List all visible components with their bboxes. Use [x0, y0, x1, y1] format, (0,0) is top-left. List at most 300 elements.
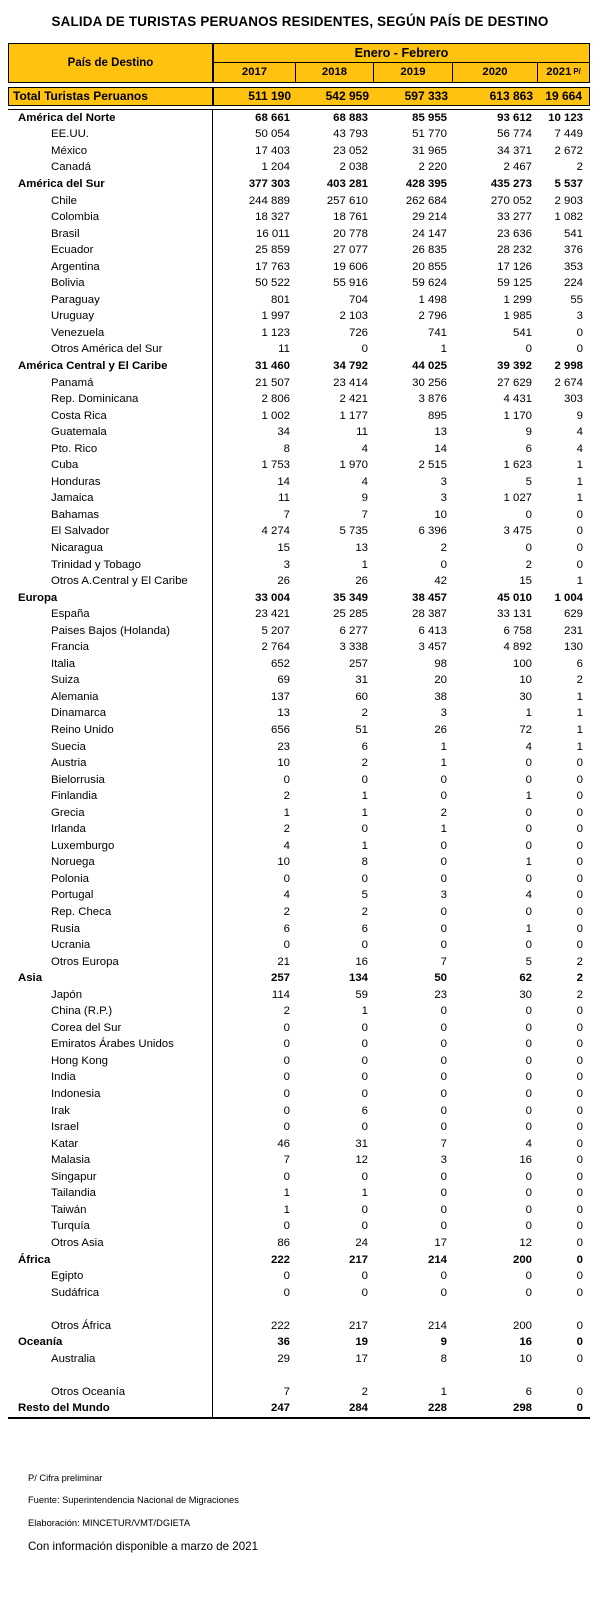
- table-row: [8, 258, 590, 275]
- value-cell: 0: [361, 1270, 368, 1283]
- value-cell: 59: [355, 988, 368, 1001]
- value-cell: 1: [576, 740, 583, 753]
- table-row: [8, 986, 590, 1003]
- value-cell: 1: [576, 707, 583, 720]
- value-cell: 0: [525, 806, 532, 819]
- country-cell: Paraguay: [8, 292, 213, 309]
- value-cell: 0: [576, 1054, 583, 1067]
- value-cell: 0: [525, 1220, 532, 1233]
- value-cell: 0: [361, 773, 368, 786]
- country-cell: Emiratos Árabes Unidos: [8, 1036, 213, 1053]
- value-cell: 1 970: [339, 459, 368, 472]
- value-cell: 0: [361, 1088, 368, 1101]
- country-cell: América del Norte: [8, 110, 213, 127]
- value-cell: 0: [283, 1170, 290, 1183]
- value-cell: 25 859: [255, 244, 290, 257]
- value-cell: 0: [440, 790, 447, 803]
- value-cell: 0: [440, 558, 447, 571]
- value-cell: 376: [563, 244, 583, 257]
- value-cell: 1: [576, 459, 583, 472]
- value-cell: 17: [355, 1352, 368, 1365]
- value-cell: 55 916: [333, 277, 368, 290]
- year-cell-2020: 2020: [453, 63, 538, 83]
- value-cell: 7: [440, 955, 447, 968]
- value-cell: 0: [440, 1203, 447, 1216]
- value-cell: 6: [525, 442, 532, 455]
- value-cell: 0: [576, 1137, 583, 1150]
- country-cell: Europa: [8, 589, 213, 606]
- value-cell: 1: [525, 707, 532, 720]
- table-row: [8, 1069, 590, 1086]
- value-cell: 353: [563, 260, 583, 273]
- value-cell: 12: [355, 1154, 368, 1167]
- value-cell: 298: [512, 1402, 532, 1415]
- value-cell: 0: [525, 343, 532, 356]
- table-row: [8, 143, 590, 160]
- table-row: [8, 804, 590, 821]
- value-cell: 0: [576, 525, 583, 538]
- value-cell: 30 256: [412, 376, 447, 389]
- value-cell: 1: [525, 790, 532, 803]
- value-cell: 652: [270, 657, 290, 670]
- value-cell: 39 392: [497, 359, 532, 372]
- country-cell: [8, 1301, 213, 1318]
- country-cell: Otros Europa: [8, 953, 213, 970]
- country-cell: China (R.P.): [8, 1003, 213, 1020]
- value-cell: 6 758: [503, 624, 532, 637]
- value-cell: 11: [356, 426, 368, 439]
- value-cell: 33 131: [497, 608, 532, 621]
- table-row: [8, 308, 590, 325]
- value-cell: 27 629: [497, 376, 532, 389]
- country-cell: Otros A.Central y El Caribe: [8, 573, 213, 590]
- value-cell: 34: [277, 426, 290, 439]
- year-label: 2021: [546, 66, 572, 79]
- value-cell: 2 515: [418, 459, 447, 472]
- value-cell: 0: [525, 773, 532, 786]
- value-cell: 17: [434, 1236, 447, 1249]
- value-cell: 2: [283, 1005, 290, 1018]
- country-cell: Turquía: [8, 1218, 213, 1235]
- table-row: [8, 788, 590, 805]
- value-cell: 2 103: [339, 310, 368, 323]
- value-cell: 11: [278, 343, 290, 356]
- value-cell: 801: [270, 293, 290, 306]
- value-cell: 0: [525, 1203, 532, 1216]
- value-cell: 7: [283, 1154, 290, 1167]
- country-cell: Honduras: [8, 474, 213, 491]
- value-cell: 0: [440, 1021, 447, 1034]
- value-cell: 1: [361, 1005, 368, 1018]
- value-cell: 38: [434, 690, 447, 703]
- value-cell: 0: [361, 939, 368, 952]
- value-cell: 86: [277, 1236, 290, 1249]
- table-row: [8, 871, 590, 888]
- value-cell: 224: [563, 277, 583, 290]
- value-cell: 1: [440, 1385, 447, 1398]
- value-cell: 4: [525, 740, 532, 753]
- value-cell: 0: [576, 1104, 583, 1117]
- table-row: [8, 937, 590, 954]
- country-cell: América del Sur: [8, 176, 213, 193]
- country-cell: Francia: [8, 639, 213, 656]
- value-cell: 30: [519, 690, 532, 703]
- value-cell: 44 025: [412, 359, 447, 372]
- value-cell: 56 774: [497, 128, 532, 141]
- value-cell: 5: [525, 955, 532, 968]
- value-cell: 0: [525, 1088, 532, 1101]
- value-cell: 0: [525, 839, 532, 852]
- value-cell: 1: [361, 558, 368, 571]
- value-cell: 0: [283, 939, 290, 952]
- value-cell: 0: [361, 1286, 368, 1299]
- country-cell: Colombia: [8, 209, 213, 226]
- value-cell: 2: [283, 790, 290, 803]
- value-cell: 0: [283, 872, 290, 885]
- table-row: [8, 1102, 590, 1119]
- period-header-cell: Enero - Febrero: [214, 44, 589, 63]
- country-cell: Uruguay: [8, 308, 213, 325]
- value-cell: 2: [361, 707, 368, 720]
- value-cell: 98: [434, 657, 447, 670]
- value-cell: 1: [576, 724, 583, 736]
- value-cell: 62: [519, 972, 532, 985]
- table-row: [8, 705, 590, 722]
- value-cell: 8: [440, 1352, 447, 1365]
- country-cell: Cuba: [8, 457, 213, 474]
- value-cell: 1 082: [554, 211, 583, 224]
- value-cell: 1 027: [503, 492, 532, 505]
- value-cell: 2: [361, 1385, 368, 1398]
- value-cell: 7: [283, 508, 290, 521]
- value-cell: 2 421: [339, 393, 368, 406]
- value-cell: 726: [348, 326, 368, 339]
- value-cell: 303: [563, 393, 583, 406]
- value-cell: 0: [576, 1005, 583, 1018]
- value-cell: 3 338: [339, 641, 368, 654]
- country-cell: Rep. Checa: [8, 904, 213, 921]
- value-cell: 0: [576, 1253, 583, 1266]
- value-cell: 1 985: [503, 310, 532, 323]
- value-cell: 6 413: [418, 624, 447, 637]
- country-cell: Bielorrusia: [8, 771, 213, 788]
- availability-note: Con información disponible a marzo de 2021: [28, 1540, 259, 1554]
- value-cell: 42: [434, 575, 447, 588]
- value-cell: 0: [576, 1121, 583, 1134]
- table-row: [8, 209, 590, 226]
- value-cell: 20 778: [333, 227, 368, 240]
- value-cell: 4 274: [261, 525, 290, 538]
- value-cell: 0: [576, 806, 583, 819]
- table-row: [8, 457, 590, 474]
- value-cell: 704: [348, 293, 368, 306]
- value-cell: 0: [576, 906, 583, 919]
- value-cell: 23 421: [255, 608, 290, 621]
- value-cell: 69: [277, 674, 290, 687]
- value-cell: 3: [440, 475, 447, 488]
- country-cell: Otros América del Sur: [8, 341, 213, 358]
- value-cell: 0: [440, 1005, 447, 1018]
- table-row: [8, 622, 590, 639]
- value-cell: 9: [525, 426, 532, 439]
- value-cell: 7: [361, 508, 368, 521]
- value-cell: 0: [283, 1038, 290, 1051]
- value-cell: 629: [563, 608, 583, 621]
- table-row: [8, 424, 590, 441]
- value-cell: 4: [576, 442, 583, 455]
- value-cell: 1: [361, 1187, 368, 1200]
- destinations-table: [8, 43, 590, 1419]
- table-row: [8, 1036, 590, 1053]
- value-cell: 4: [283, 889, 290, 902]
- value-cell: 217: [348, 1319, 368, 1332]
- value-cell: 2 220: [418, 161, 447, 174]
- table-row: [8, 1135, 590, 1152]
- value-cell: 23 414: [333, 376, 368, 389]
- value-cell: 0: [361, 343, 368, 356]
- value-cell: 222: [270, 1319, 290, 1332]
- table-row: [8, 689, 590, 706]
- value-cell: 6: [283, 922, 290, 935]
- value-cell: 28 387: [412, 608, 447, 621]
- country-cell: Austria: [8, 755, 213, 772]
- spacer-row: [8, 1367, 590, 1384]
- value-cell: 85 955: [412, 111, 447, 124]
- value-cell: 0: [576, 939, 583, 952]
- value-cell: 35 349: [333, 591, 368, 604]
- value-cell: 0: [576, 1385, 583, 1398]
- value-cell: 15: [519, 575, 532, 588]
- value-cell: 1: [283, 1187, 290, 1200]
- value-cell: 0: [576, 922, 583, 935]
- table-row: [8, 159, 590, 176]
- country-cell: [8, 1367, 213, 1384]
- value-cell: 4 431: [503, 393, 532, 406]
- value-cell: 1: [440, 823, 447, 836]
- value-cell: 3 475: [503, 525, 532, 538]
- value-cell: 130: [563, 641, 583, 654]
- value-cell: 270 052: [490, 194, 532, 207]
- table-row: [8, 854, 590, 871]
- value-cell: 0: [361, 1170, 368, 1183]
- value-cell: 0: [361, 1038, 368, 1051]
- value-cell: 68 883: [333, 111, 368, 124]
- value-cell: 1: [283, 806, 290, 819]
- total-value-2019: 597 333: [404, 89, 448, 104]
- value-cell: 4: [361, 442, 368, 455]
- value-cell: 2: [440, 541, 447, 554]
- value-cell: 20 855: [412, 260, 447, 273]
- preliminary-note: P/ Cifra preliminar: [28, 1472, 103, 1483]
- country-cell: Japón: [8, 986, 213, 1003]
- value-cell: 17 126: [497, 260, 532, 273]
- country-cell: Nicaragua: [8, 540, 213, 557]
- table-row: [8, 1251, 590, 1268]
- value-cell: 0: [440, 1038, 447, 1051]
- table-header: [8, 43, 590, 83]
- table-row: [8, 656, 590, 673]
- table-row: [8, 242, 590, 259]
- value-cell: 0: [576, 889, 583, 902]
- country-cell: Venezuela: [8, 325, 213, 342]
- value-cell: 0: [440, 1286, 447, 1299]
- value-cell: 0: [440, 1270, 447, 1283]
- country-cell: Guatemala: [8, 424, 213, 441]
- value-cell: 2: [525, 558, 532, 571]
- year-cell-2018: 2018: [296, 63, 374, 83]
- value-cell: 0: [440, 1170, 447, 1183]
- value-cell: 1 204: [261, 161, 290, 174]
- value-cell: 217: [348, 1253, 368, 1266]
- table-row: [8, 920, 590, 937]
- value-cell: 0: [576, 1187, 583, 1200]
- value-cell: 0: [283, 1270, 290, 1283]
- value-cell: 0: [283, 1104, 290, 1117]
- value-cell: 2 038: [339, 161, 368, 174]
- table-row: [8, 490, 590, 507]
- value-cell: 4: [283, 839, 290, 852]
- value-cell: 0: [576, 1021, 583, 1034]
- value-cell: 2 672: [554, 144, 583, 157]
- value-cell: 10: [277, 757, 290, 770]
- value-cell: 50 522: [255, 277, 290, 290]
- value-cell: 541: [512, 326, 532, 339]
- value-cell: 228: [427, 1402, 447, 1415]
- table-row: [8, 1020, 590, 1037]
- value-cell: 0: [525, 508, 532, 521]
- value-cell: 1 177: [339, 409, 368, 422]
- country-cell: Ecuador: [8, 242, 213, 259]
- country-cell: Singapur: [8, 1169, 213, 1186]
- country-cell: Argentina: [8, 258, 213, 275]
- country-cell: Suiza: [8, 672, 213, 689]
- value-cell: 1 004: [554, 591, 583, 604]
- value-cell: 0: [525, 939, 532, 952]
- table-row: [8, 838, 590, 855]
- country-cell: Israel: [8, 1119, 213, 1136]
- value-cell: 4: [361, 475, 368, 488]
- value-cell: 377 303: [248, 177, 290, 190]
- table-row: [8, 1053, 590, 1070]
- value-cell: 2 998: [554, 359, 583, 372]
- value-cell: 8: [283, 442, 290, 455]
- value-cell: 2: [576, 988, 583, 1001]
- value-cell: 10: [519, 674, 532, 687]
- table-row: [8, 507, 590, 524]
- country-cell: Irlanda: [8, 821, 213, 838]
- value-cell: 7 449: [554, 128, 583, 141]
- country-cell: Panamá: [8, 374, 213, 391]
- value-cell: 0: [361, 1220, 368, 1233]
- country-cell: México: [8, 143, 213, 160]
- value-cell: 31 460: [255, 359, 290, 372]
- value-cell: 0: [576, 1203, 583, 1216]
- table-row: [8, 358, 590, 375]
- value-cell: 2: [283, 823, 290, 836]
- value-cell: 23: [434, 988, 447, 1001]
- table-row: [8, 440, 590, 457]
- value-cell: 0: [576, 1154, 583, 1167]
- year-cell-2021: [538, 63, 589, 83]
- table-row: [8, 1384, 590, 1401]
- value-cell: 0: [525, 1071, 532, 1084]
- value-cell: 51: [355, 724, 368, 736]
- value-cell: 2: [576, 674, 583, 687]
- value-cell: 27 077: [333, 244, 368, 257]
- value-cell: 222: [270, 1253, 290, 1266]
- country-cell: Canadá: [8, 159, 213, 176]
- value-cell: 0: [440, 1088, 447, 1101]
- value-cell: 284: [348, 1402, 368, 1415]
- value-cell: 0: [576, 1352, 583, 1365]
- table-row: [8, 341, 590, 358]
- country-cell: Sudáfrica: [8, 1284, 213, 1301]
- value-cell: 0: [576, 872, 583, 885]
- value-cell: 5 537: [554, 177, 583, 190]
- spacer-row: [8, 1301, 590, 1318]
- value-cell: 11: [278, 492, 290, 505]
- value-cell: 19: [355, 1336, 368, 1349]
- country-cell: Resto del Mundo: [8, 1400, 213, 1417]
- value-cell: 0: [525, 1054, 532, 1067]
- value-cell: 0: [525, 1270, 532, 1283]
- value-cell: 18 761: [333, 211, 368, 224]
- country-cell: Portugal: [8, 887, 213, 904]
- value-cell: 2 674: [554, 376, 583, 389]
- value-cell: 257: [270, 972, 290, 985]
- table-row: [8, 573, 590, 590]
- country-cell: Taiwán: [8, 1202, 213, 1219]
- table-row: [8, 275, 590, 292]
- table-row: [8, 1218, 590, 1235]
- country-cell: Bahamas: [8, 507, 213, 524]
- value-cell: 1: [576, 690, 583, 703]
- value-cell: 9: [440, 1336, 447, 1349]
- table-row: [8, 192, 590, 209]
- table-row: [8, 374, 590, 391]
- table-row: [8, 1152, 590, 1169]
- table-row: [8, 970, 590, 987]
- value-cell: 244 889: [248, 194, 290, 207]
- value-cell: 1: [576, 575, 583, 588]
- value-cell: 0: [576, 508, 583, 521]
- value-cell: 14: [434, 442, 447, 455]
- value-cell: 0: [576, 1286, 583, 1299]
- value-cell: 50 054: [255, 128, 290, 141]
- country-cell: Noruega: [8, 854, 213, 871]
- country-cell: Luxemburgo: [8, 838, 213, 855]
- value-cell: 33 277: [497, 211, 532, 224]
- value-cell: 0: [361, 1071, 368, 1084]
- value-cell: 59 125: [497, 277, 532, 290]
- year-header-row: [214, 63, 589, 83]
- total-value-2018: 542 959: [325, 89, 369, 104]
- value-cell: 8: [361, 856, 368, 869]
- value-cell: 10 123: [548, 111, 583, 124]
- value-cell: 0: [440, 839, 447, 852]
- country-cell: Ucrania: [8, 937, 213, 954]
- value-cell: 38 457: [412, 591, 447, 604]
- value-cell: 137: [270, 690, 290, 703]
- value-cell: 10: [434, 508, 447, 521]
- value-cell: 1: [440, 343, 447, 356]
- country-cell: Polonia: [8, 871, 213, 888]
- value-cell: 0: [576, 1071, 583, 1084]
- country-cell: Rusia: [8, 920, 213, 937]
- value-cell: 0: [576, 558, 583, 571]
- country-cell: Irak: [8, 1102, 213, 1119]
- value-cell: 60: [355, 690, 368, 703]
